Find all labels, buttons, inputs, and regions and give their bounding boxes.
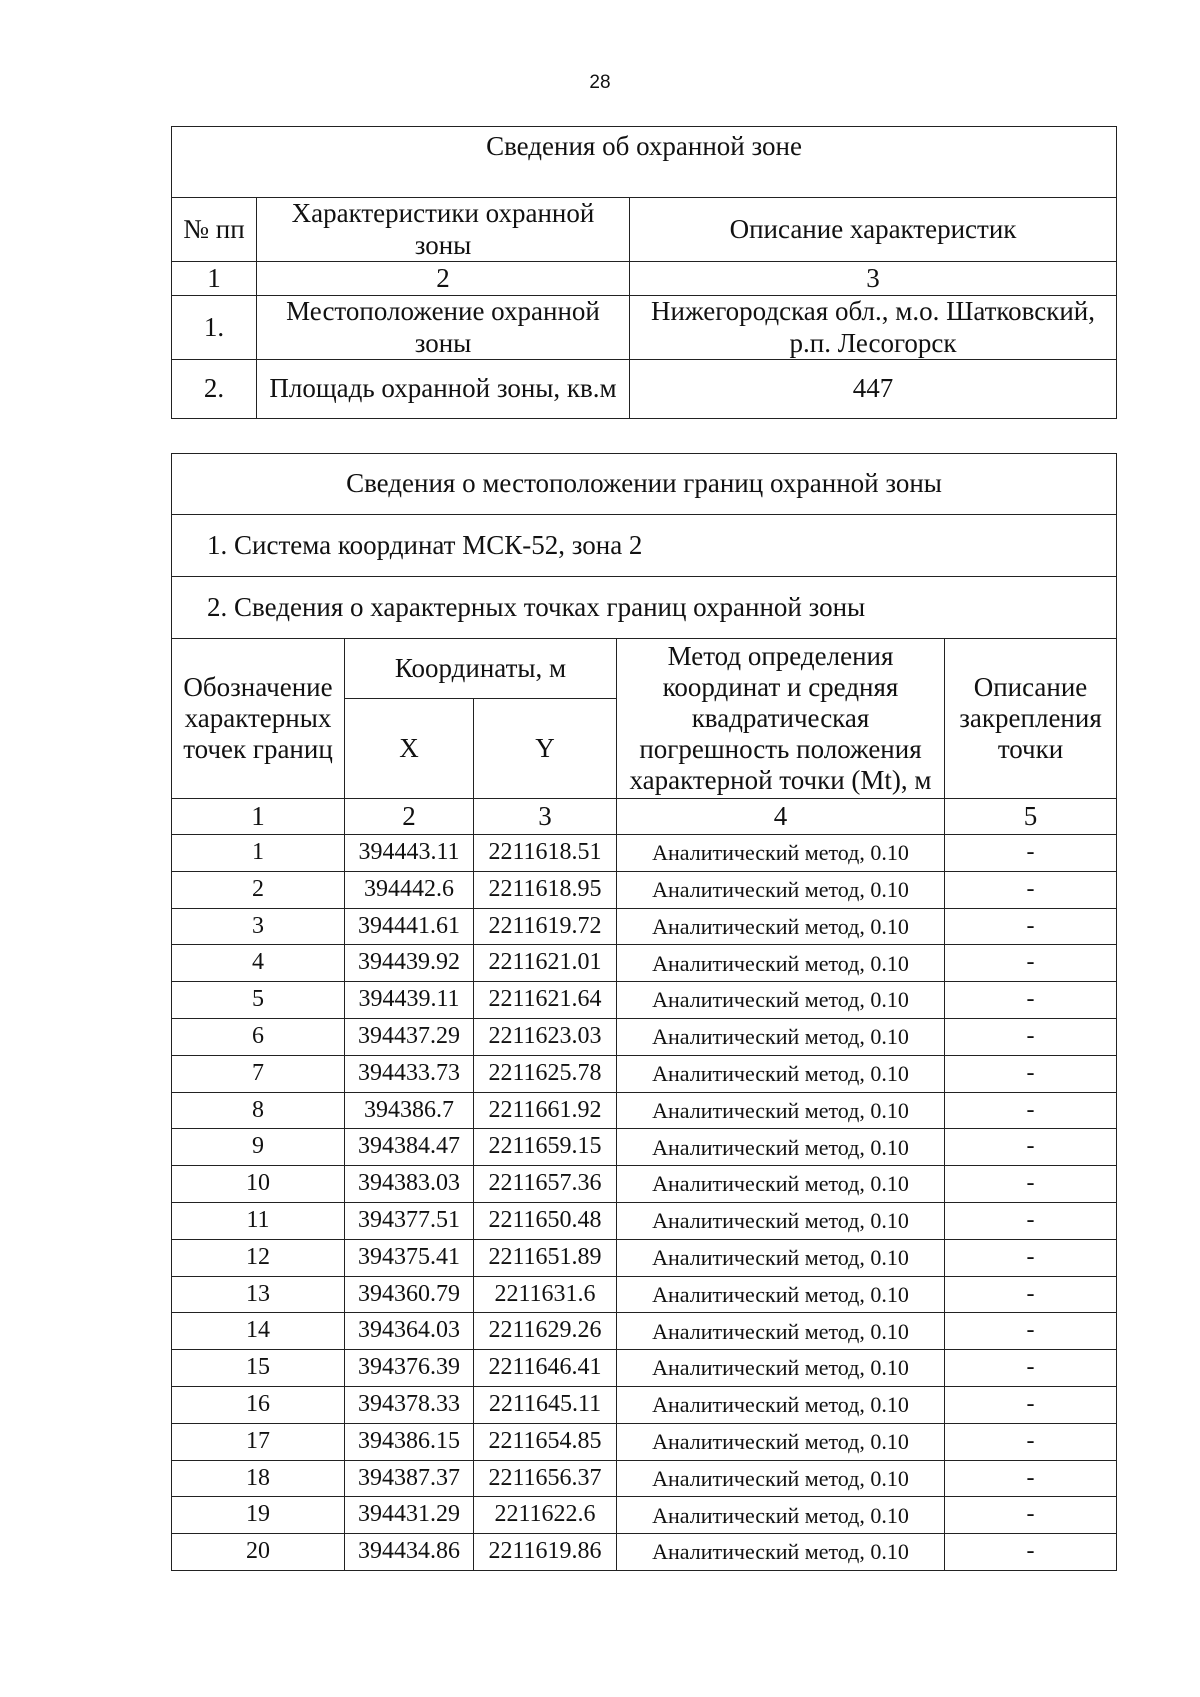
protection-zone-table — [171, 126, 1117, 419]
column-number: 3 — [630, 262, 1117, 296]
method-cell: Аналитический метод, 0.10 — [617, 1534, 945, 1571]
fixing-cell: - — [945, 1423, 1117, 1460]
point-id-cell: 1 — [172, 835, 345, 872]
fixing-cell: - — [945, 1386, 1117, 1423]
y-coordinate-cell: 2211645.11 — [474, 1386, 617, 1423]
column-number: 5 — [945, 799, 1117, 835]
table-row — [172, 982, 1117, 1019]
fixing-cell: - — [945, 1239, 1117, 1276]
x-coordinate-cell: 394386.15 — [345, 1423, 474, 1460]
x-coordinate-cell: 394442.6 — [345, 871, 474, 908]
column-number: 4 — [617, 799, 945, 835]
method-cell: Аналитический метод, 0.10 — [617, 835, 945, 872]
y-coordinate-cell: 2211661.92 — [474, 1092, 617, 1129]
y-coordinate-cell: 2211621.01 — [474, 945, 617, 982]
x-coordinate-cell: 394376.39 — [345, 1350, 474, 1387]
fixing-cell: - — [945, 1534, 1117, 1571]
fixing-cell: - — [945, 1018, 1117, 1055]
method-cell: Аналитический метод, 0.10 — [617, 945, 945, 982]
x-coordinate-cell: 394384.47 — [345, 1129, 474, 1166]
x-coordinate-cell: 394383.03 — [345, 1166, 474, 1203]
y-coordinate-cell: 2211625.78 — [474, 1055, 617, 1092]
method-cell: Аналитический метод, 0.10 — [617, 1202, 945, 1239]
method-cell: Аналитический метод, 0.10 — [617, 1423, 945, 1460]
fixing-cell: - — [945, 1276, 1117, 1313]
points-title: 2. Сведения о характерных точках границ охранной зоны — [172, 577, 1117, 639]
x-coordinate-cell: 394439.11 — [345, 982, 474, 1019]
header-point: Обозначение характерных точек границ — [172, 639, 345, 799]
column-number: 2 — [257, 262, 630, 296]
method-cell: Аналитический метод, 0.10 — [617, 1497, 945, 1534]
x-coordinate-cell: 394387.37 — [345, 1460, 474, 1497]
method-cell: Аналитический метод, 0.10 — [617, 1460, 945, 1497]
method-cell: Аналитический метод, 0.10 — [617, 1276, 945, 1313]
header-number: № пп — [172, 198, 257, 262]
y-coordinate-cell: 2211623.03 — [474, 1018, 617, 1055]
page-number: 28 — [589, 72, 611, 93]
method-cell: Аналитический метод, 0.10 — [617, 1166, 945, 1203]
fixing-cell: - — [945, 835, 1117, 872]
point-id-cell: 11 — [172, 1202, 345, 1239]
y-coordinate-cell: 2211618.95 — [474, 871, 617, 908]
boundary-points-table — [171, 453, 1117, 1571]
y-coordinate-cell: 2211657.36 — [474, 1166, 617, 1203]
table-row — [172, 1166, 1117, 1203]
characteristic-cell: Площадь охранной зоны, кв.м — [257, 360, 630, 419]
point-id-cell: 9 — [172, 1129, 345, 1166]
y-coordinate-cell: 2211654.85 — [474, 1423, 617, 1460]
table-row — [172, 1423, 1117, 1460]
fixing-cell: - — [945, 1497, 1117, 1534]
x-coordinate-cell: 394431.29 — [345, 1497, 474, 1534]
point-id-cell: 5 — [172, 982, 345, 1019]
x-coordinate-cell: 394437.29 — [345, 1018, 474, 1055]
point-id-cell: 4 — [172, 945, 345, 982]
table-row — [172, 945, 1117, 982]
y-coordinate-cell: 2211622.6 — [474, 1497, 617, 1534]
fixing-cell: - — [945, 982, 1117, 1019]
characteristic-cell: Местоположение охранной зоны — [257, 296, 630, 360]
table-row — [172, 1276, 1117, 1313]
table-row — [172, 1497, 1117, 1534]
header-characteristic: Характеристики охранной зоны — [257, 198, 630, 262]
method-cell: Аналитический метод, 0.10 — [617, 908, 945, 945]
y-coordinate-cell: 2211656.37 — [474, 1460, 617, 1497]
coordinate-system: 1. Система координат МСК-52, зона 2 — [172, 515, 1117, 577]
x-coordinate-cell: 394375.41 — [345, 1239, 474, 1276]
header-fixing: Описание закрепления точки — [945, 639, 1117, 799]
y-coordinate-cell: 2211651.89 — [474, 1239, 617, 1276]
fixing-cell: - — [945, 1313, 1117, 1350]
y-coordinate-cell: 2211619.86 — [474, 1534, 617, 1571]
method-cell: Аналитический метод, 0.10 — [617, 1018, 945, 1055]
x-coordinate-cell: 394443.11 — [345, 835, 474, 872]
x-coordinate-cell: 394441.61 — [345, 908, 474, 945]
x-coordinate-cell: 394377.51 — [345, 1202, 474, 1239]
zone-table-title: Сведения об охранной зоне — [172, 127, 1117, 198]
y-coordinate-cell: 2211659.15 — [474, 1129, 617, 1166]
x-coordinate-cell: 394378.33 — [345, 1386, 474, 1423]
x-coordinate-cell: 394386.7 — [345, 1092, 474, 1129]
method-cell: Аналитический метод, 0.10 — [617, 1386, 945, 1423]
fixing-cell: - — [945, 1055, 1117, 1092]
table-row — [172, 1313, 1117, 1350]
fixing-cell: - — [945, 1350, 1117, 1387]
y-coordinate-cell: 2211629.26 — [474, 1313, 617, 1350]
x-coordinate-cell: 394360.79 — [345, 1276, 474, 1313]
point-id-cell: 14 — [172, 1313, 345, 1350]
method-cell: Аналитический метод, 0.10 — [617, 982, 945, 1019]
method-cell: Аналитический метод, 0.10 — [617, 1092, 945, 1129]
boundary-table-title: Сведения о местоположении границ охранной зоны — [172, 454, 1117, 515]
point-id-cell: 8 — [172, 1092, 345, 1129]
y-coordinate-cell: 2211619.72 — [474, 908, 617, 945]
fixing-cell: - — [945, 1460, 1117, 1497]
table-row — [172, 1350, 1117, 1387]
row-number: 1. — [172, 296, 257, 360]
x-coordinate-cell: 394364.03 — [345, 1313, 474, 1350]
y-coordinate-cell: 2211646.41 — [474, 1350, 617, 1387]
column-number: 1 — [172, 262, 257, 296]
header-method: Метод определения координат и средняя квадратическая погрешность положения характерной точки (Mt), м — [617, 639, 945, 799]
table-row — [172, 835, 1117, 872]
y-coordinate-cell: 2211631.6 — [474, 1276, 617, 1313]
header-y: Y — [474, 699, 617, 799]
fixing-cell: - — [945, 1202, 1117, 1239]
point-id-cell: 12 — [172, 1239, 345, 1276]
table-row — [172, 1129, 1117, 1166]
point-id-cell: 6 — [172, 1018, 345, 1055]
method-cell: Аналитический метод, 0.10 — [617, 1239, 945, 1276]
table-row — [172, 1386, 1117, 1423]
fixing-cell: - — [945, 945, 1117, 982]
fixing-cell: - — [945, 1092, 1117, 1129]
table-row — [172, 1202, 1117, 1239]
description-cell: Нижегородская обл., м.о. Шатковский, р.п. Лесогорск — [630, 296, 1117, 360]
table-row — [172, 1092, 1117, 1129]
point-id-cell: 7 — [172, 1055, 345, 1092]
x-coordinate-cell: 394433.73 — [345, 1055, 474, 1092]
point-id-cell: 19 — [172, 1497, 345, 1534]
point-id-cell: 18 — [172, 1460, 345, 1497]
table-row — [172, 1018, 1117, 1055]
point-id-cell: 3 — [172, 908, 345, 945]
fixing-cell: - — [945, 871, 1117, 908]
fixing-cell: - — [945, 908, 1117, 945]
table-row — [172, 908, 1117, 945]
table-row — [172, 1239, 1117, 1276]
point-id-cell: 15 — [172, 1350, 345, 1387]
table-row — [172, 1534, 1117, 1571]
row-number: 2. — [172, 360, 257, 419]
method-cell: Аналитический метод, 0.10 — [617, 1055, 945, 1092]
method-cell: Аналитический метод, 0.10 — [617, 1313, 945, 1350]
method-cell: Аналитический метод, 0.10 — [617, 1350, 945, 1387]
column-number: 1 — [172, 799, 345, 835]
method-cell: Аналитический метод, 0.10 — [617, 871, 945, 908]
x-coordinate-cell: 394434.86 — [345, 1534, 474, 1571]
table-row — [172, 360, 1117, 419]
point-id-cell: 16 — [172, 1386, 345, 1423]
fixing-cell: - — [945, 1166, 1117, 1203]
point-id-cell: 20 — [172, 1534, 345, 1571]
table-row — [172, 296, 1117, 360]
point-id-cell: 2 — [172, 871, 345, 908]
point-id-cell: 10 — [172, 1166, 345, 1203]
y-coordinate-cell: 2211650.48 — [474, 1202, 617, 1239]
y-coordinate-cell: 2211618.51 — [474, 835, 617, 872]
x-coordinate-cell: 394439.92 — [345, 945, 474, 982]
method-cell: Аналитический метод, 0.10 — [617, 1129, 945, 1166]
fixing-cell: - — [945, 1129, 1117, 1166]
column-number: 3 — [474, 799, 617, 835]
header-coordinates: Координаты, м — [345, 639, 617, 699]
header-description: Описание характеристик — [630, 198, 1117, 262]
column-number: 2 — [345, 799, 474, 835]
table-row — [172, 871, 1117, 908]
table-row — [172, 1055, 1117, 1092]
y-coordinate-cell: 2211621.64 — [474, 982, 617, 1019]
point-id-cell: 17 — [172, 1423, 345, 1460]
description-cell: 447 — [630, 360, 1117, 419]
table-row — [172, 1460, 1117, 1497]
point-id-cell: 13 — [172, 1276, 345, 1313]
header-x: X — [345, 699, 474, 799]
